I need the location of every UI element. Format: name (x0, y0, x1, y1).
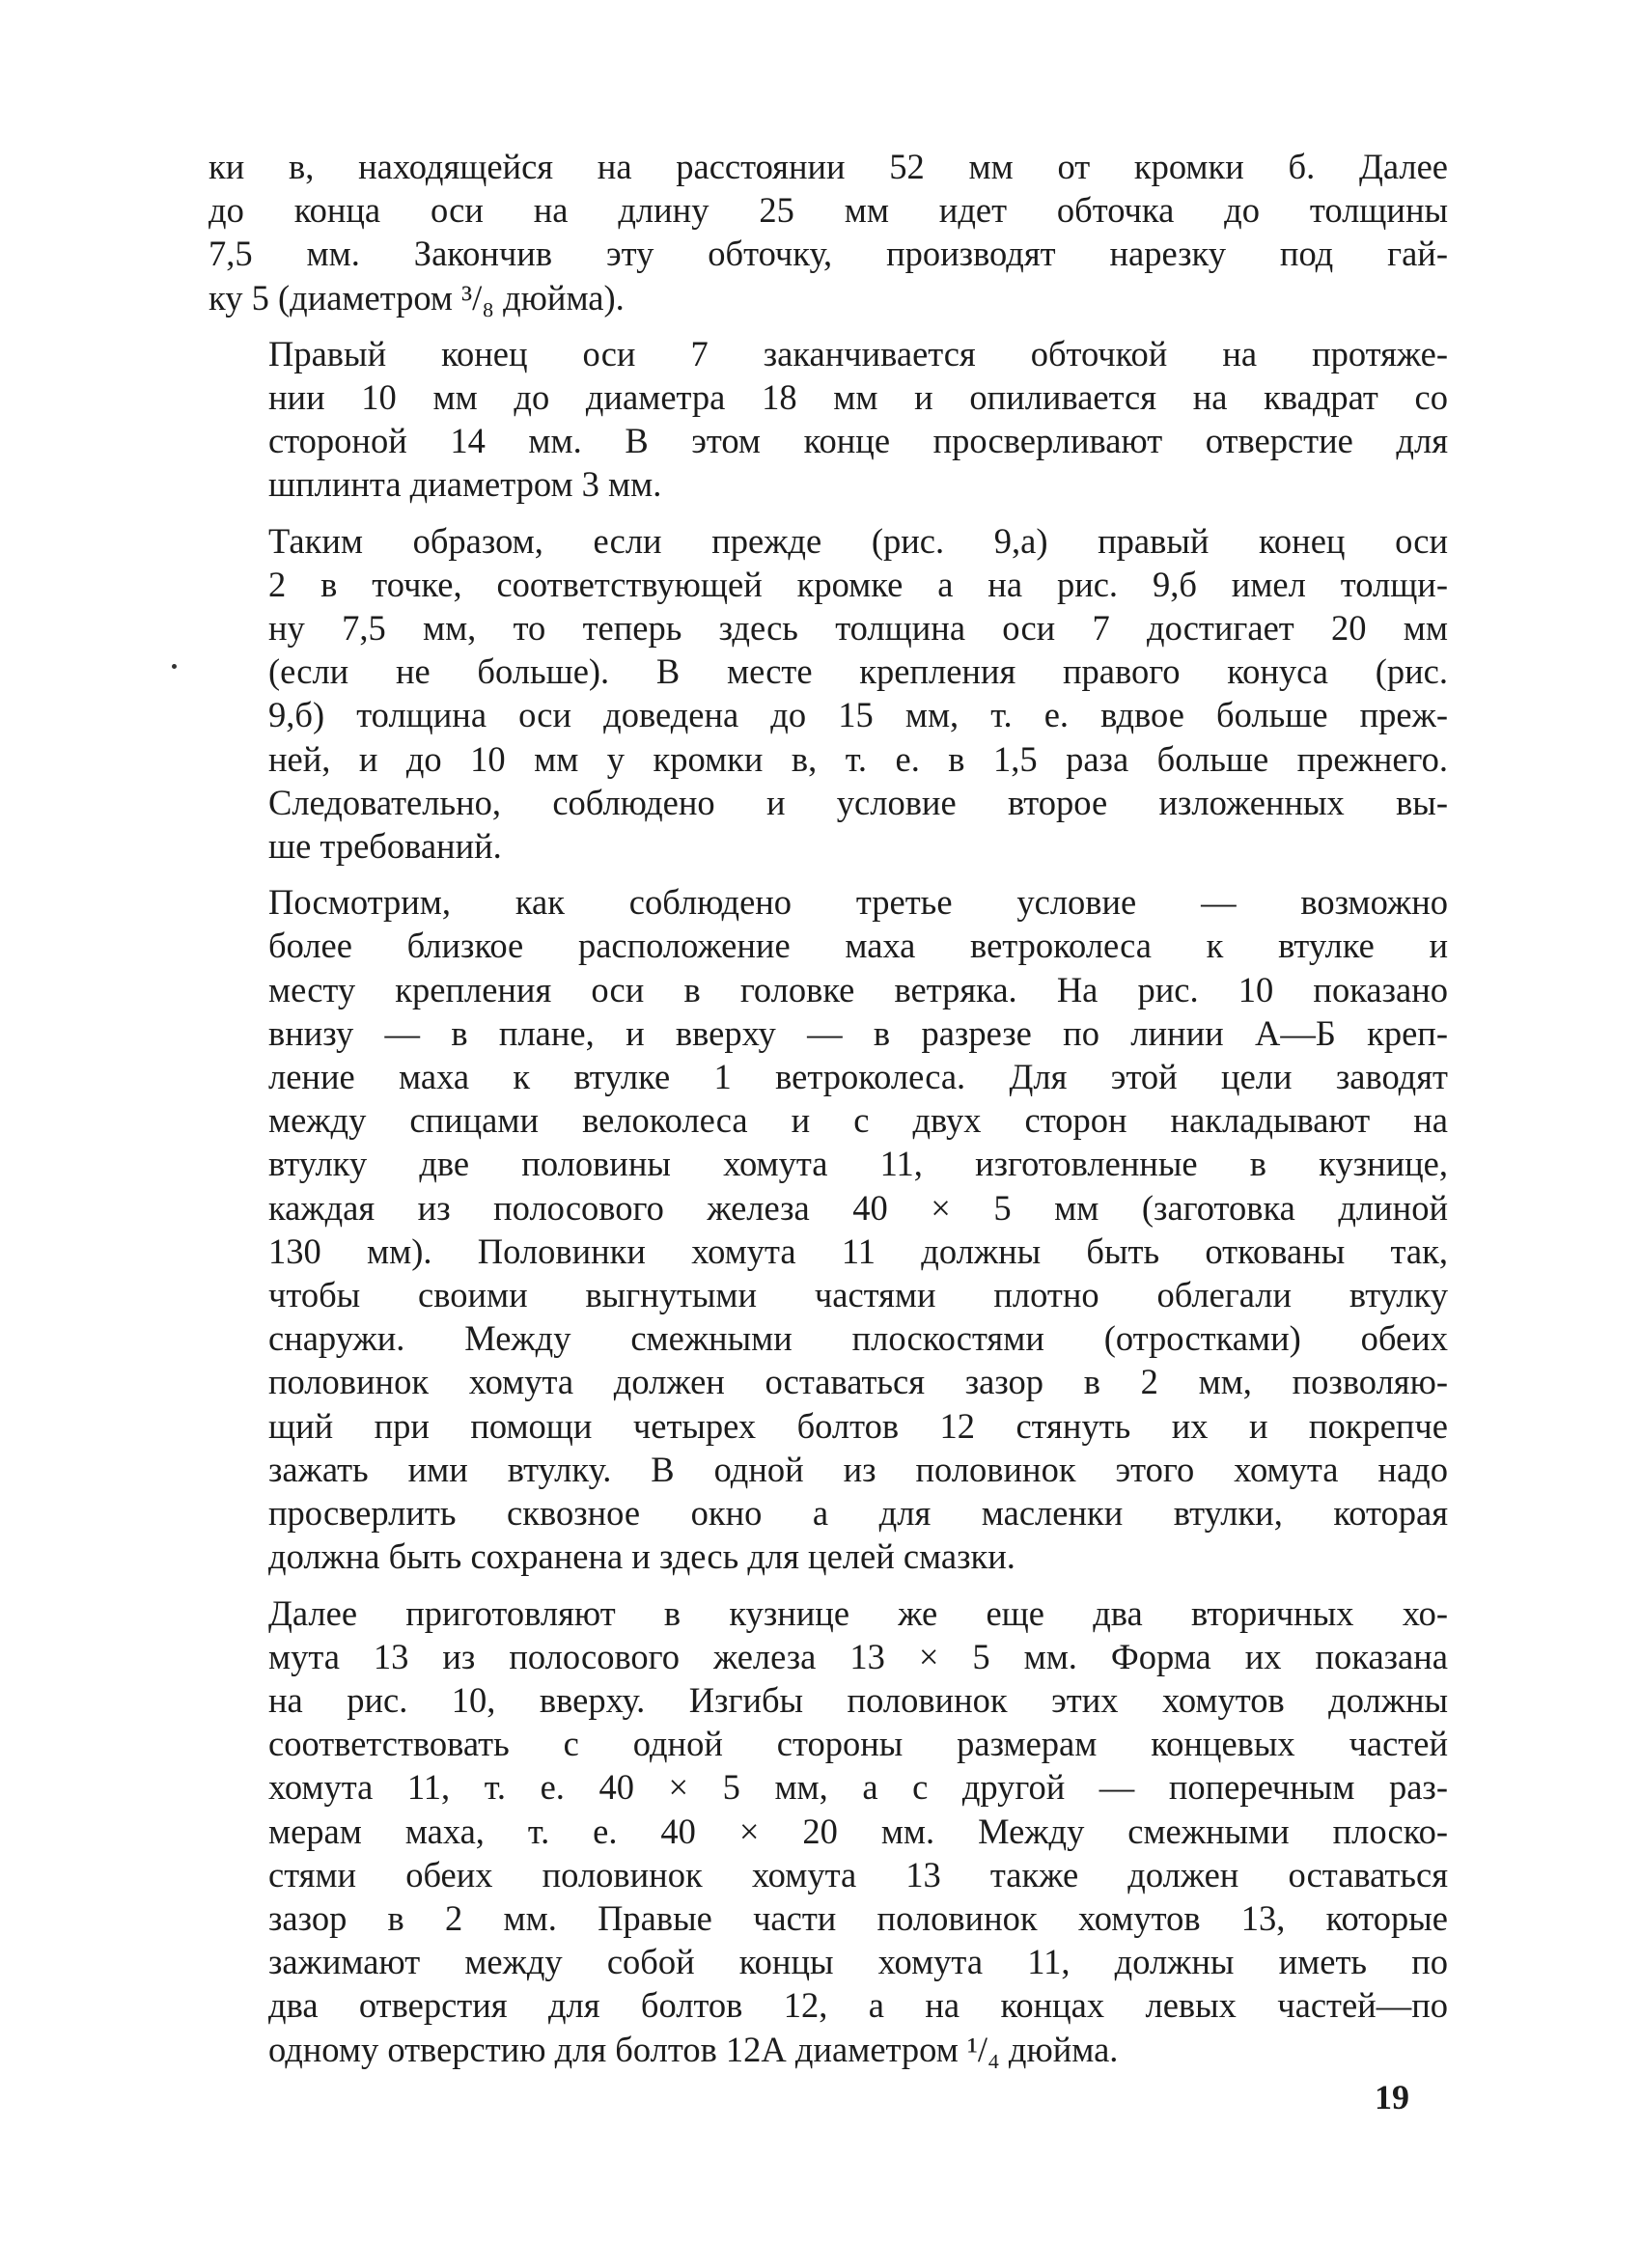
text-line: ну 7,5 мм, то теперь здесь толщина оси 7 достигает 20 мм (268, 608, 1448, 649)
text-line: зажать ими втулку. В одной из половинок этого хомута надо (268, 1449, 1448, 1489)
paragraph-1 (209, 145, 1448, 319)
text-line: снаружи. Между смежными плоскостями (отростками) обеих (268, 1318, 1448, 1359)
text-line: Далее приготовляют в кузнице же еще два вторичных хо- (268, 1592, 1448, 1633)
text-line: внизу — в плане, и вверху — в разрезе по линии А—Б креп- (268, 1012, 1448, 1053)
paragraph-5 (209, 1591, 1448, 2071)
text-line: мерам маха, т. е. 40 × 20 мм. Между смежными плоско- (268, 1811, 1448, 1851)
text-line: просверлить сквозное окно а для масленки втулки, которая (268, 1493, 1448, 1534)
text-line: каждая из полосового железа 40 × 5 мм (заготовка длиной (268, 1187, 1448, 1228)
text-line: зажимают между собой концы хомута 11, должны иметь по (268, 1942, 1448, 1982)
text-line: щий при помощи четырех болтов 12 стянуть их и покрепче (268, 1405, 1448, 1446)
text-line: втулку две половины хомута 11, изготовленные в кузнице, (268, 1144, 1448, 1184)
text-line: 9,б) толщина оси доведена до 15 мм, т. е. вдвое больше преж- (268, 695, 1448, 735)
text-line: ней, и до 10 мм у кромки в, т. е. в 1,5 раза больше прежнего. (268, 738, 1448, 779)
text-line: ку 5 (диаметром ³/₈ дюйма). (209, 277, 625, 318)
page-number: 19 (1375, 2078, 1409, 2116)
text-line: должна быть сохранена и здесь для целей смазки. (268, 1536, 1015, 1577)
text-line: зазор в 2 мм. Правые части половинок хомутов 13, которые (268, 1897, 1448, 1938)
text-line: Посмотрим, как соблюдено третье условие — возможно (268, 882, 1448, 923)
text-line: 2 в точке, соответствующей кромке а на рис. 9,б имел толщи- (268, 564, 1448, 604)
text-line: (если не больше). В месте крепления правого конуса (рис. (268, 651, 1448, 692)
text-line: нии 10 мм до диаметра 18 мм и опиливается на квадрат со (268, 377, 1448, 418)
text-line: между спицами велоколеса и с двух сторон накладывают на (268, 1100, 1448, 1141)
text-line: на рис. 10, вверху. Изгибы половинок этих хомутов должны (268, 1679, 1448, 1720)
text-line: 130 мм). Половинки хомута 11 должны быть откованы так, (268, 1231, 1448, 1271)
text-line: соответствовать с одной стороны размерам концевых частей (268, 1724, 1448, 1764)
text-body (209, 145, 1448, 2071)
text-line: Таким образом, если прежде (рис. 9,а) правый конец оси (268, 520, 1448, 561)
text-line: чтобы своими выгнутыми частями плотно облегали втулку (268, 1275, 1448, 1315)
text-line: стороной 14 мм. В этом конце просверливают отверстие для (268, 421, 1448, 461)
paragraph-2 (209, 332, 1448, 507)
text-line: стями обеих половинок хомута 13 также должен оставаться (268, 1854, 1448, 1895)
text-line: хомута 11, т. е. 40 × 5 мм, а с другой — поперечным раз- (268, 1767, 1448, 1808)
text-line: более близкое расположение маха ветроколеса к втулке и (268, 926, 1448, 966)
text-line: половинок хомута должен оставаться зазор в 2 мм, позволяю- (268, 1362, 1448, 1402)
book-page (209, 145, 1448, 2220)
text-line: шплинта диаметром 3 мм. (268, 464, 662, 505)
paragraph-3 (209, 519, 1448, 869)
text-line: Правый конец оси 7 заканчивается обточкой на протяже- (268, 333, 1448, 373)
text-line: до конца оси на длину 25 мм идет обточка до толщины (209, 190, 1448, 231)
margin-speck (172, 664, 177, 669)
text-line: ление маха к втулке 1 ветроколеса. Для этой цели заводят (268, 1057, 1448, 1097)
paragraph-4 (209, 880, 1448, 1578)
text-line: ше требований. (268, 826, 502, 867)
text-line: ки в, находящейся на расстоянии 52 мм от кромки б. Далее (209, 147, 1448, 186)
text-line: Следовательно, соблюдено и условие второе изложенных вы- (268, 782, 1448, 822)
text-line: одному отверстию для болтов 12А диаметром ¹/₄ дюйма. (268, 2029, 1119, 2069)
text-line: 7,5 мм. Закончив эту обточку, производят нарезку под гай- (209, 234, 1448, 274)
text-line: месту крепления оси в головке ветряка. На рис. 10 показано (268, 969, 1448, 1010)
text-line: два отверстия для болтов 12, а на концах левых частей—по (268, 1985, 1448, 2026)
text-line: мута 13 из полосового железа 13 × 5 мм. Форма их показана (268, 1636, 1448, 1676)
